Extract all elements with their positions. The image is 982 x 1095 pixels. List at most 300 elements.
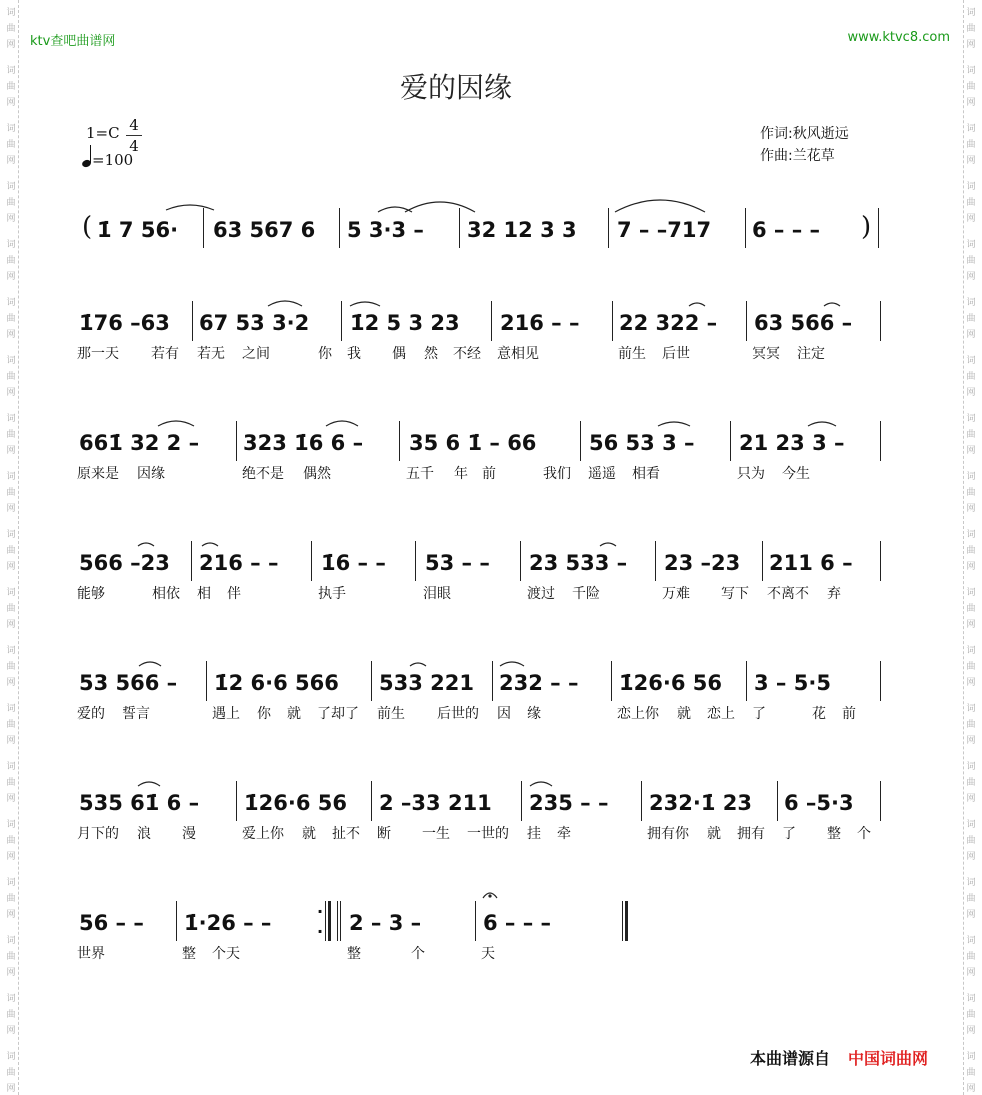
measure: 32 12 3 3: [467, 218, 577, 242]
side-watermark-char: 网: [6, 388, 16, 398]
side-watermark-char: 词: [966, 588, 976, 598]
lyric: 伴: [227, 586, 241, 602]
lyric: 弃: [827, 586, 841, 602]
side-watermark-char: 词: [966, 530, 976, 540]
side-watermark-char: 网: [966, 272, 976, 282]
side-watermark-char: 网: [6, 446, 16, 456]
side-watermark-char: 网: [966, 620, 976, 630]
key-signature: 1=C: [86, 124, 120, 142]
lyric: 我: [347, 346, 361, 362]
side-watermark-char: 曲: [966, 546, 976, 556]
final-barline-thin: [622, 901, 623, 941]
lyric: 了: [782, 826, 796, 842]
lyric: 冥冥: [752, 346, 780, 362]
side-watermark-char: 词: [6, 762, 16, 772]
lyric: 遇上: [212, 706, 240, 722]
side-watermark-char: 曲: [966, 372, 976, 382]
lyric: 只为: [737, 466, 765, 482]
side-watermark-char: 网: [966, 1026, 976, 1036]
lyric: 绝不是: [242, 466, 284, 482]
footer-label: 本曲谱源自: [750, 1049, 831, 1068]
measure: 53 566 –: [79, 671, 178, 695]
barline: [612, 301, 613, 341]
barline: [641, 781, 642, 821]
side-watermark-char: 曲: [6, 430, 16, 440]
side-watermark-char: 曲: [6, 372, 16, 382]
measure: 35 6 1̇ – 66: [409, 431, 537, 455]
lyric: 花: [812, 706, 826, 722]
barline: [608, 208, 609, 248]
side-watermark-char: 词: [6, 66, 16, 76]
lyric: 你: [257, 706, 271, 722]
open-paren: (: [82, 212, 93, 242]
measure: 1̇26·6 56: [244, 791, 347, 815]
tempo-value: =100: [92, 151, 134, 169]
lyric: 漫: [182, 826, 196, 842]
lyric: 了: [752, 706, 766, 722]
lyric: 后世的: [437, 706, 479, 722]
side-watermark-char: 曲: [6, 894, 16, 904]
side-watermark-char: 曲: [6, 314, 16, 324]
lyric: 缘: [527, 706, 541, 722]
barline: [192, 301, 193, 341]
lyric: 扯不: [332, 826, 360, 842]
double-barline: [337, 901, 338, 941]
measure: 1̇6 – –: [321, 551, 386, 575]
measure: 1̇76 –63: [79, 311, 170, 335]
lyric: 挂: [527, 826, 541, 842]
side-watermark-char: 词: [6, 704, 16, 714]
side-watermark-char: 网: [966, 214, 976, 224]
side-watermark-char: 曲: [6, 546, 16, 556]
side-watermark-char: 词: [6, 878, 16, 888]
barline: [521, 781, 522, 821]
side-watermark-char: 词: [966, 820, 976, 830]
measure: 6 – – –: [483, 911, 552, 935]
measure: 1̇·26 – –: [184, 911, 272, 935]
side-watermark-char: 词: [966, 936, 976, 946]
lyric: 爱的: [77, 706, 105, 722]
lyric: 整: [347, 946, 361, 962]
footer-site-link[interactable]: 中国词曲网: [848, 1049, 929, 1068]
measure: 216 – –: [500, 311, 580, 335]
side-watermark-char: 曲: [6, 1068, 16, 1078]
barline: [191, 541, 192, 581]
side-watermark-char: 词: [6, 356, 16, 366]
lyric: 你: [318, 346, 332, 362]
lyric: 偶: [392, 346, 406, 362]
measure: 533 221: [379, 671, 474, 695]
measure: 7 – –717: [617, 218, 712, 242]
lyric: 就: [677, 706, 691, 722]
side-watermark-char: 曲: [966, 24, 976, 34]
slur: [615, 200, 705, 212]
barline: [339, 208, 340, 248]
left-watermark-strip: [4, 0, 19, 1095]
lyric: 就: [302, 826, 316, 842]
side-watermark-char: 词: [6, 588, 16, 598]
side-watermark-char: 曲: [966, 836, 976, 846]
lyric: 写下: [721, 586, 749, 602]
measure: 22 322 –: [619, 311, 718, 335]
side-watermark-char: 词: [966, 1052, 976, 1062]
measure: 5 3·3 –: [347, 218, 424, 242]
barline: [880, 661, 881, 701]
side-watermark-char: 网: [6, 562, 16, 572]
side-watermark-char: 曲: [966, 198, 976, 208]
side-watermark-char: 词: [966, 240, 976, 250]
barline: [880, 421, 881, 461]
side-watermark-char: 曲: [966, 430, 976, 440]
time-signature-bar: [126, 135, 142, 136]
side-watermark-char: 曲: [6, 604, 16, 614]
side-watermark-char: 词: [966, 124, 976, 134]
lyric: 相看: [632, 466, 660, 482]
lyric: 万难: [662, 586, 690, 602]
measure: 1̇26·6 56: [619, 671, 722, 695]
lyric: 誓言: [122, 706, 150, 722]
side-watermark-char: 曲: [6, 256, 16, 266]
side-watermark-char: 词: [966, 182, 976, 192]
slur: [166, 205, 214, 210]
lyric: 就: [707, 826, 721, 842]
side-watermark-char: 词: [966, 704, 976, 714]
lyric: 原来是: [77, 466, 119, 482]
side-watermark-char: 网: [6, 504, 16, 514]
side-watermark-char: 曲: [6, 488, 16, 498]
side-watermark-char: 曲: [6, 662, 16, 672]
measure: 56 53 3 –: [589, 431, 695, 455]
side-watermark-char: 词: [6, 472, 16, 482]
measure: 63 567 6: [213, 218, 316, 242]
lyric: 意相见: [497, 346, 539, 362]
lyric: 恋上你: [617, 706, 659, 722]
side-watermark-char: 网: [6, 272, 16, 282]
credits: [760, 123, 849, 167]
score-row-3: [0, 431, 982, 543]
close-paren: ): [861, 212, 872, 242]
side-watermark-char: 词: [6, 8, 16, 18]
lyric: 不离不: [767, 586, 809, 602]
barline: [236, 781, 237, 821]
side-watermark-char: 网: [966, 562, 976, 572]
score-row-7: [0, 902, 982, 1023]
side-watermark-char: 网: [6, 214, 16, 224]
side-watermark-char: 网: [6, 1084, 16, 1094]
double-barline: [340, 901, 341, 941]
slur: [138, 543, 154, 546]
barline: [492, 661, 493, 701]
side-watermark-char: 词: [6, 124, 16, 134]
side-watermark-char: 网: [966, 736, 976, 746]
measure: 1̇2 5 3 23: [350, 311, 460, 335]
barline: [655, 541, 656, 581]
measure: 211 6 –: [769, 551, 853, 575]
lyric: 爱上你: [242, 826, 284, 842]
lyric: 泪眼: [423, 586, 451, 602]
barline: [880, 541, 881, 581]
repeat-dots: · ·: [317, 902, 324, 941]
lyric: 相依: [152, 586, 180, 602]
side-watermark-char: 曲: [966, 1068, 976, 1078]
lyric: 若无: [197, 346, 225, 362]
lyric: 拥有: [737, 826, 765, 842]
side-watermark-char: 词: [966, 356, 976, 366]
side-watermark-char: 词: [6, 646, 16, 656]
side-watermark-char: 词: [966, 66, 976, 76]
repeat-end-thin: [325, 901, 326, 941]
side-watermark-char: 曲: [6, 720, 16, 730]
side-watermark-char: 网: [6, 156, 16, 166]
measure: 566 –23: [79, 551, 170, 575]
barline: [746, 301, 747, 341]
side-watermark-char: 曲: [6, 198, 16, 208]
barline: [520, 541, 521, 581]
measure: 56 – –: [79, 911, 144, 935]
lyric: 我们: [543, 466, 571, 482]
lyric: 整: [827, 826, 841, 842]
lyric: 断: [377, 826, 391, 842]
side-watermark-char: 词: [966, 994, 976, 1004]
side-watermark-char: 词: [6, 1052, 16, 1062]
side-watermark-char: 曲: [6, 82, 16, 92]
lyricist: 作词:秋风逝远: [760, 126, 849, 142]
measure: 67 53 3·2: [199, 311, 310, 335]
side-watermark-char: 网: [966, 852, 976, 862]
side-watermark-char: 网: [966, 330, 976, 340]
lyric: 因: [497, 706, 511, 722]
lyric: 遥遥: [588, 466, 616, 482]
lyric: 天: [481, 946, 495, 962]
measure: 6 – – –: [752, 218, 821, 242]
lyric: 拥有你: [647, 826, 689, 842]
side-watermark-char: 网: [966, 446, 976, 456]
side-watermark-char: 曲: [966, 1010, 976, 1020]
lyric: 世界: [77, 946, 105, 962]
header-site-right[interactable]: www.ktvc8.com: [847, 30, 950, 45]
score-row-5: [0, 671, 982, 783]
score-row-6: [0, 791, 982, 903]
barline: [399, 421, 400, 461]
side-watermark-char: 网: [6, 40, 16, 50]
tempo-marking: [82, 145, 133, 169]
side-watermark-char: 网: [6, 678, 16, 688]
slur: [405, 202, 475, 212]
lyric: 一世的: [467, 826, 509, 842]
measure: 23 –23: [664, 551, 741, 575]
side-watermark-char: 网: [6, 98, 16, 108]
barline: [341, 301, 342, 341]
lyric: 后世: [662, 346, 690, 362]
side-watermark-char: 网: [966, 968, 976, 978]
side-watermark-char: 曲: [966, 488, 976, 498]
side-watermark-char: 网: [966, 156, 976, 166]
side-watermark-char: 网: [966, 794, 976, 804]
barline: [880, 781, 881, 821]
side-watermark-char: 词: [6, 298, 16, 308]
side-watermark-char: 网: [966, 1084, 976, 1094]
measure: 216 – –: [199, 551, 279, 575]
barline: [371, 781, 372, 821]
barline: [236, 421, 237, 461]
repeat-end-thick: [328, 901, 331, 941]
side-watermark-char: 曲: [6, 24, 16, 34]
barline: [777, 781, 778, 821]
side-watermark-char: 曲: [966, 604, 976, 614]
side-watermark-char: 网: [6, 736, 16, 746]
measure: 232 – –: [499, 671, 579, 695]
lyric: 偶然: [303, 466, 331, 482]
lyric: 渡过: [527, 586, 555, 602]
barline: [475, 901, 476, 941]
measure: 63 566 –: [754, 311, 853, 335]
lyric: 五千: [406, 466, 434, 482]
side-watermark-char: 网: [6, 968, 16, 978]
lyric: 执手: [318, 586, 346, 602]
final-barline-thick: [625, 901, 628, 941]
slur: [410, 663, 426, 666]
barline: [611, 661, 612, 701]
lyric: 就: [287, 706, 301, 722]
side-watermark-char: 词: [966, 414, 976, 424]
side-watermark-char: 词: [6, 994, 16, 1004]
side-watermark-char: 曲: [966, 140, 976, 150]
lyric: 前生: [377, 706, 405, 722]
side-watermark-char: 词: [966, 472, 976, 482]
side-watermark-char: 曲: [966, 82, 976, 92]
lyric: 因缘: [137, 466, 165, 482]
measure: 3 – 5·5: [754, 671, 831, 695]
header-site-left[interactable]: ktv查吧曲谱网: [30, 34, 116, 49]
quarter-note-icon: [82, 145, 92, 169]
side-watermark-char: 曲: [6, 140, 16, 150]
side-watermark-char: 曲: [966, 662, 976, 672]
barline: [880, 301, 881, 341]
lyric: 个: [411, 946, 425, 962]
lyric: 年: [454, 466, 468, 482]
measure: 1̇2 6·6 566: [214, 671, 339, 695]
lyric: 浪: [137, 826, 151, 842]
measure: 21 23 3 –: [739, 431, 845, 455]
side-watermark-char: 词: [6, 240, 16, 250]
side-watermark-char: 词: [6, 414, 16, 424]
side-watermark-char: 网: [966, 98, 976, 108]
side-watermark-char: 曲: [966, 314, 976, 324]
barline: [206, 661, 207, 701]
lyric: 能够: [77, 586, 105, 602]
measure: 2 –33 211: [379, 791, 492, 815]
lyric: 相: [197, 586, 211, 602]
barline: [580, 421, 581, 461]
lyric: 恋上: [707, 706, 735, 722]
measure: 1̇ 7 56·: [97, 218, 179, 242]
side-watermark-char: 网: [6, 620, 16, 630]
barline: [203, 208, 204, 248]
measure: 23 533 –: [529, 551, 628, 575]
side-watermark-char: 网: [6, 330, 16, 340]
side-watermark-char: 词: [6, 820, 16, 830]
side-watermark-char: 网: [966, 678, 976, 688]
lyric: 不经: [453, 346, 481, 362]
lyric: 若有: [151, 346, 179, 362]
side-watermark-char: 曲: [6, 952, 16, 962]
lyric: 那一天: [77, 346, 119, 362]
side-watermark-char: 网: [966, 504, 976, 514]
side-watermark-char: 曲: [966, 256, 976, 266]
measure: 2 – 3 –: [349, 911, 422, 935]
barline: [311, 541, 312, 581]
barline: [745, 208, 746, 248]
side-watermark-char: 网: [966, 910, 976, 920]
side-watermark-char: 曲: [6, 1010, 16, 1020]
side-watermark-char: 网: [6, 910, 16, 920]
time-signature-bottom: 4: [129, 137, 139, 155]
lyric: 一生: [422, 826, 450, 842]
barline: [491, 301, 492, 341]
lyric: 牵: [557, 826, 571, 842]
side-watermark-char: 网: [6, 852, 16, 862]
lyric: 了却了: [317, 706, 359, 722]
side-watermark-char: 网: [966, 388, 976, 398]
side-watermark-char: 词: [966, 646, 976, 656]
barline: [878, 208, 879, 248]
barline: [746, 661, 747, 701]
side-watermark-char: 词: [6, 182, 16, 192]
lyric: 注定: [797, 346, 825, 362]
measure: 323 1̇6 6 –: [243, 431, 364, 455]
right-watermark-strip: [963, 0, 978, 1095]
barline: [176, 901, 177, 941]
barline: [459, 208, 460, 248]
lyric: 整: [182, 946, 196, 962]
side-watermark-char: 词: [6, 936, 16, 946]
measure: 6 –5·3: [784, 791, 854, 815]
barline: [730, 421, 731, 461]
lyric: 然: [424, 346, 438, 362]
slur: [202, 543, 218, 546]
lyric: 个天: [212, 946, 240, 962]
composer: 作曲:兰花草: [760, 148, 835, 164]
score-row-2: [0, 311, 982, 423]
side-watermark-char: 网: [6, 794, 16, 804]
side-watermark-char: 网: [6, 1026, 16, 1036]
lyric: 个: [857, 826, 871, 842]
measure: 661̇ 32 2 –: [79, 431, 200, 455]
score-row-4: [0, 551, 982, 663]
side-watermark-char: 曲: [966, 894, 976, 904]
side-watermark-char: 词: [966, 762, 976, 772]
side-watermark-char: 词: [966, 878, 976, 888]
side-watermark-char: 网: [966, 40, 976, 50]
lyric: 前: [842, 706, 856, 722]
side-watermark-char: 词: [966, 8, 976, 18]
side-watermark-char: 曲: [6, 778, 16, 788]
lyric: 今生: [782, 466, 810, 482]
song-title: 爱的因缘: [399, 71, 512, 104]
time-signature-top: 4: [129, 116, 139, 134]
barline: [371, 661, 372, 701]
lyric: 之间: [242, 346, 270, 362]
measure: 235 – –: [529, 791, 609, 815]
lyric: 前: [482, 466, 496, 482]
lyric: 千险: [572, 586, 600, 602]
side-watermark-char: 曲: [6, 836, 16, 846]
barline: [415, 541, 416, 581]
lyric: 月下的: [77, 826, 119, 842]
footer-source: [750, 1046, 928, 1069]
side-watermark-char: 曲: [966, 720, 976, 730]
side-watermark-char: 词: [966, 298, 976, 308]
